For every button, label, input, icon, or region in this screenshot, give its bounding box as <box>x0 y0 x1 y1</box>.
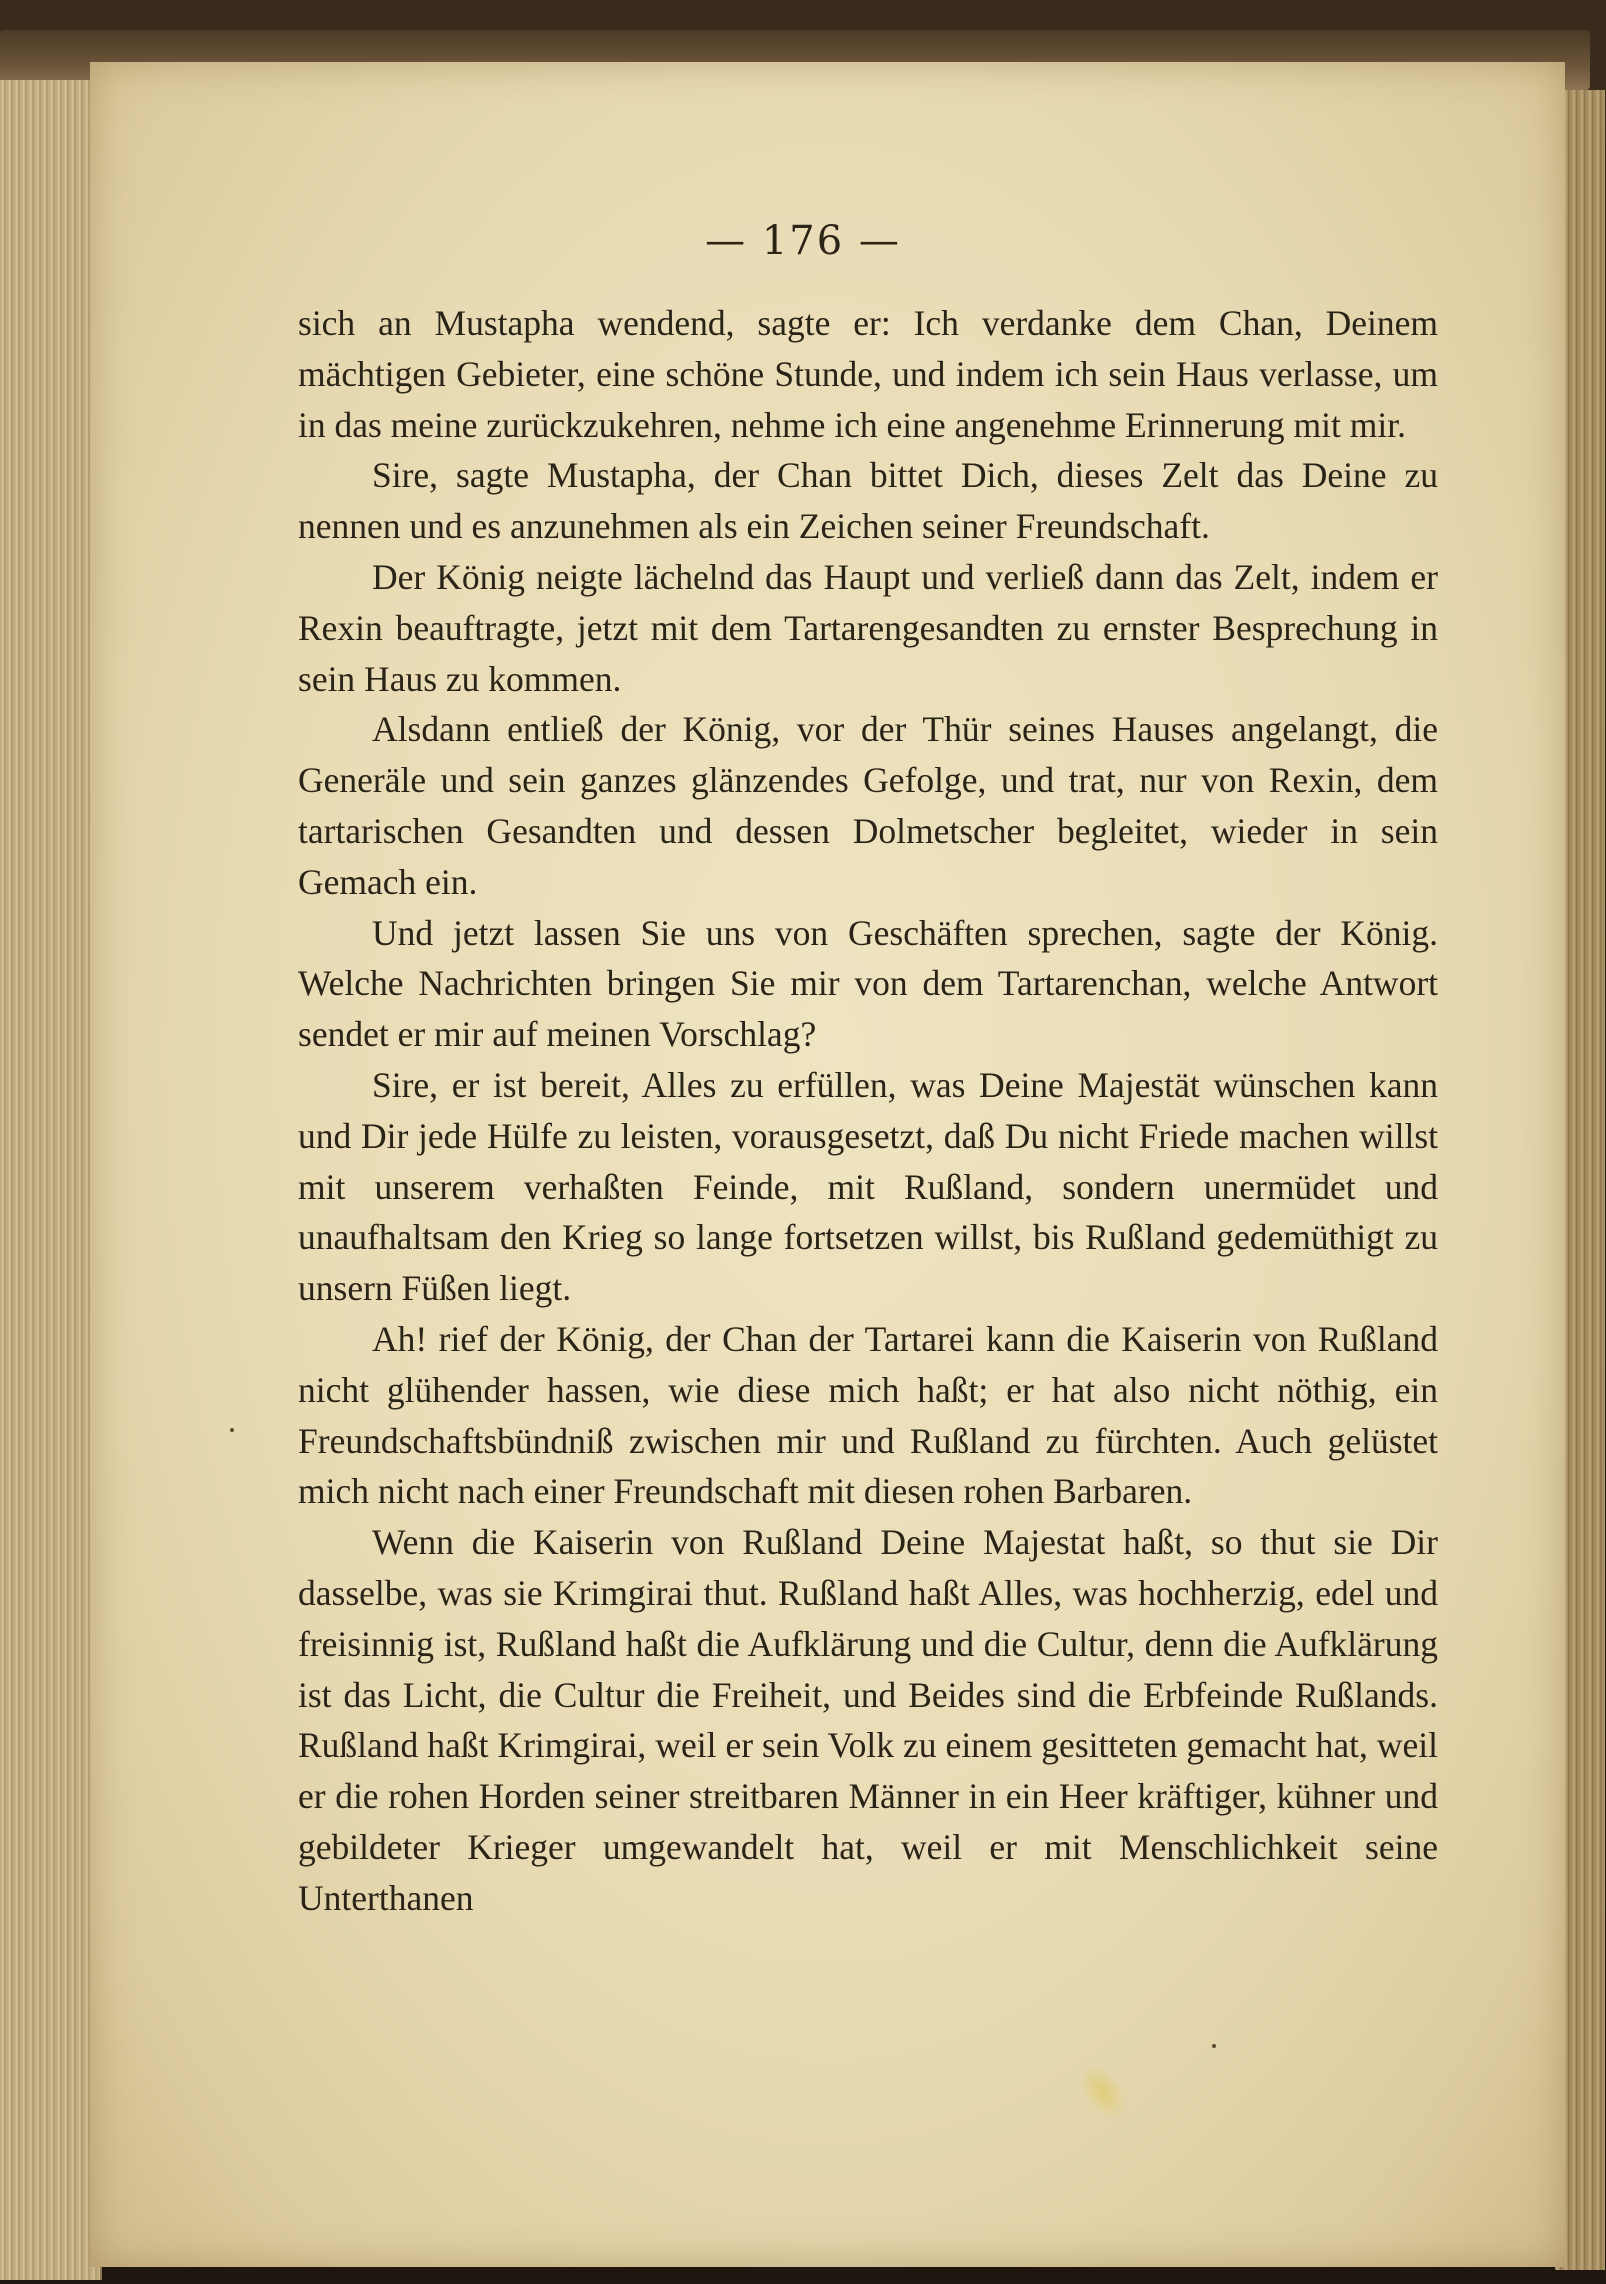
page-stack-left <box>0 80 102 2280</box>
paragraph: Und jetzt lassen Sie uns von Geschäften sprechen, sagte der König. Welche Nachrichten bringen Sie mir von dem Tartarenchan, welche Antwort sendet er mir auf meinen Vorschlag? <box>298 912 1438 1055</box>
paper-speck <box>230 1428 234 1432</box>
paragraph: Alsdann entließ der König, vor der Thür seines Hauses angelangt, die Generäle und sein ganzes glänzendes Gefolge, und trat, nur von Rexin, dem tartarischen Gesandten und dessen Dolmetscher begleitet, wieder in sein Gemach ein. <box>298 709 1438 902</box>
paragraph: Sire, er ist bereit, Alles zu erfüllen, was Deine Majestät wünschen kann und Dir jede Hülfe zu leisten, vorausgesetzt, daß Du nicht Friede machen willst mit unserem verhaßten Feinde, mit Rußland, sondern unermüdet und unaufhaltsam den Krieg so lange fortsetzen willst, bis Rußland gedemüthigt zu unsern Füßen liegt. <box>298 1064 1438 1309</box>
page-text <box>298 298 1438 1924</box>
paragraph: Der König neigte lächelnd das Haupt und verließ dann das Zelt, indem er Rexin beauftragte, jetzt mit dem Tartarengesandten zu ernster Besprechung in sein Haus zu kommen. <box>298 556 1438 699</box>
paper-speck <box>1212 2044 1216 2048</box>
paragraph: Wenn die Kaiserin von Rußland Deine Majestat haßt, so thut sie Dir dasselbe, was sie Krimgirai thut. Rußland haßt Alles, was hochherzig, edel und freisinnig ist, Rußland haßt die Aufklärung und die Cultur, denn die Aufklärung ist das Licht, die Cultur die Freiheit, und Beides sind die Erbfeinde Rußlands. Rußland haßt Krimgirai, weil er sein Volk zu einem gesitteten gemacht hat, weil er die rohen Horden seiner streitbaren Männer in ein Heer kräftiger, kühner und gebildeter Krieger umgewandelt hat, weil er mit Menschlichkeit seine Unterthanen <box>298 1522 1438 1918</box>
paragraph: Sire, sagte Mustapha, der Chan bittet Dich, dieses Zelt das Deine zu nennen und es anzunehmen als ein Zeichen seiner Freundschaft. <box>298 455 1438 547</box>
paragraph: Ah! rief der König, der Chan der Tartarei kann die Kaiserin von Rußland nicht glühender hassen, wie diese mich haßt; er hat also nicht nöthig, ein Freundschaftsbündniß zwischen mir und Rußland zu fürchten. Auch gelüstet mich nicht nach einer Freundschaft mit diesen rohen Barbaren. <box>298 1318 1438 1512</box>
page-number: — 176 — <box>705 218 901 264</box>
paragraph: sich an Mustapha wendend, sagte er: Ich verdanke dem Chan, Deinem mächtigen Gebieter, eine schöne Stunde, und indem ich sein Haus verlasse, um in das meine zurückzukehren, nehme ich eine angenehme Erinnerung mit mir. <box>298 303 1438 445</box>
